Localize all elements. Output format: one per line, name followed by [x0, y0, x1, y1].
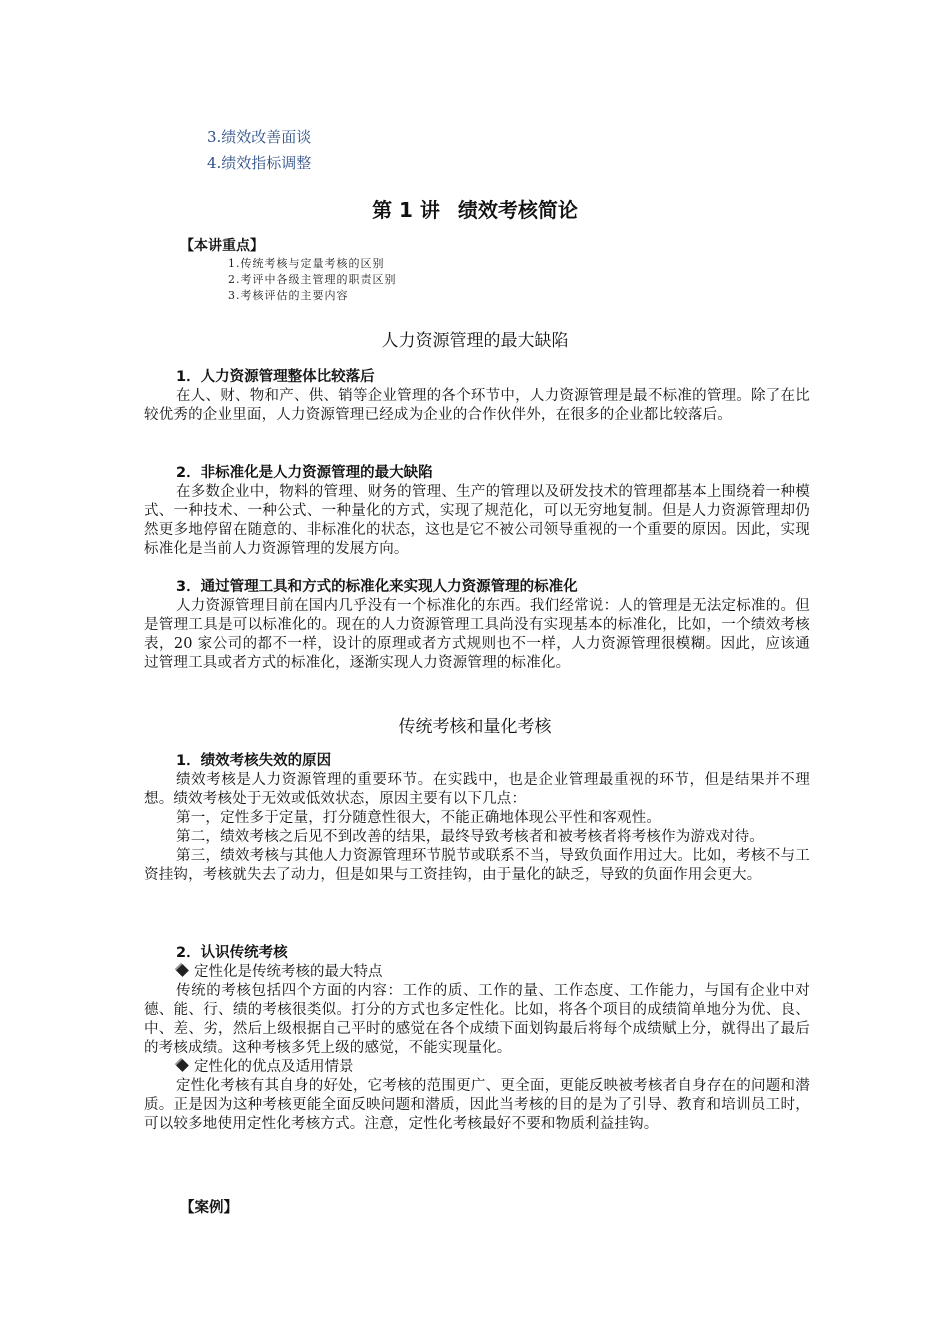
bullet-item: 定性化的优点及适用情景	[144, 1058, 810, 1077]
paragraph: 第二，绩效考核之后见不到改善的结果，最终导致考核者和被考核者将考核作为游戏对待。	[176, 829, 764, 845]
keypoint-item: 3.考核评估的主要内容	[228, 289, 349, 302]
paragraph: 定性化考核有其自身的好处，它考核的范围更广、更全面，更能反映被考核者自身存在的问题和潜质。正是因为这种考核更能全面反映问题和潜质，因此当考核的目的是为了引导、教育和培训员工时，可以较多地使用定性化考核方式。注意，定性化考核最好不要和物质利益挂钩。	[144, 1078, 810, 1132]
case-label: 【案例】	[180, 1200, 238, 1216]
keypoints-box	[180, 236, 397, 304]
keypoint-item: 2.考评中各级主管理的职责区别	[228, 273, 397, 286]
section-title-2: 传统考核和量化考核	[398, 717, 552, 737]
keypoint-item: 1.传统考核与定量考核的区别	[228, 257, 385, 270]
paragraph: 绩效考核是人力资源管理的重要环节。在实践中，也是企业管理最重视的环节，但是结果并不理想。绩效考核处于无效或低效状态，原因主要有以下几点：	[144, 772, 810, 807]
keypoints-list	[228, 256, 397, 304]
paragraph: 在多数企业中，物料的管理、财务的管理、生产的管理以及研发技术的管理都基本上围绕着一种模式、一种技术、一种公式、一种量化的方式，实现了规范化，可以无穷地复制。但是人力资源管理却仍然更多地停留在随意的、非标准化的状态，这也是它不被公司领导重视的一个重要的原因。因此，实现标准化是当前人力资源管理的发展方向。	[144, 484, 810, 557]
diamond-bullet-icon	[176, 1059, 189, 1072]
paragraph: 第三，绩效考核与其他人力资源管理环节脱节或联系不当，导致负面作用过大。比如，考核不与工资挂钩，考核就失去了动力，但是如果与工资挂钩，由于量化的缺乏，导致的负面作用会更大。	[144, 848, 810, 883]
subheading: 2．非标准化是人力资源管理的最大缺陷	[176, 465, 433, 481]
diamond-bullet-icon	[176, 964, 189, 977]
lecture-name: 绩效考核简论	[457, 198, 578, 222]
subheading: 3．通过管理工具和方式的标准化来实现人力资源管理的标准化	[176, 579, 578, 595]
bullet-item: 定性化是传统考核的最大特点	[144, 963, 810, 982]
keypoints-heading: 【本讲重点】	[180, 238, 264, 254]
section2-sub2	[144, 944, 810, 1134]
section-title-1: 人力资源管理的最大缺陷	[381, 331, 569, 351]
paragraph: 第一，定性多于定量，打分随意性很大，不能正确地体现公平性和客观性。	[176, 810, 662, 826]
paragraph: 传统的考核包括四个方面的内容：工作的质、工作的量、工作态度、工作能力，与国有企业中对德、能、行、绩的考核很类似。打分的方式也多定性化。比如，将各个项目的成绩简单地分为优、良、中、差、劣，然后上级根据自己平时的感觉在各个成绩下面划钩最后将每个成绩赋上分，就得出了最后的考核成绩。这种考核多凭上级的感觉，不能实现量化。	[144, 983, 810, 1056]
paragraph: 人力资源管理目前在国内几乎没有一个标准化的东西。我们经常说：人的管理是无法定标准的。但是管理工具是可以标准化的。现在的人力资源管理工具尚没有实现基本的标准化，比如，一个绩效考核表，20 家公司的都不一样，设计的原理或者方式规则也不一样，人力资源管理很模糊。因此，应该通过管理工具或者方式的标准化，逐渐实现人力资源管理的标准化。	[144, 598, 810, 671]
toc-item-4[interactable]: 4.绩效指标调整	[207, 154, 312, 172]
section1-sub3	[144, 578, 810, 673]
lecture-title	[0, 194, 950, 223]
section1-sub1	[144, 368, 810, 425]
toc-list	[207, 124, 311, 176]
section1-sub2	[144, 464, 810, 559]
paragraph: 在人、财、物和产、供、销等企业管理的各个环节中，人力资源管理是最不标准的管理。除了在比较优秀的企业里面，人力资源管理已经成为企业的合作伙伴外，在很多的企业都比较落后。	[144, 388, 810, 423]
subheading: 1．绩效考核失效的原因	[176, 753, 332, 769]
subheading: 2．认识传统考核	[176, 945, 288, 961]
section2-sub1	[144, 752, 810, 885]
lecture-number: 第 1 讲	[372, 198, 440, 222]
subheading: 1．人力资源管理整体比较落后	[176, 369, 375, 385]
toc-item-3[interactable]: 3.绩效改善面谈	[207, 128, 312, 146]
